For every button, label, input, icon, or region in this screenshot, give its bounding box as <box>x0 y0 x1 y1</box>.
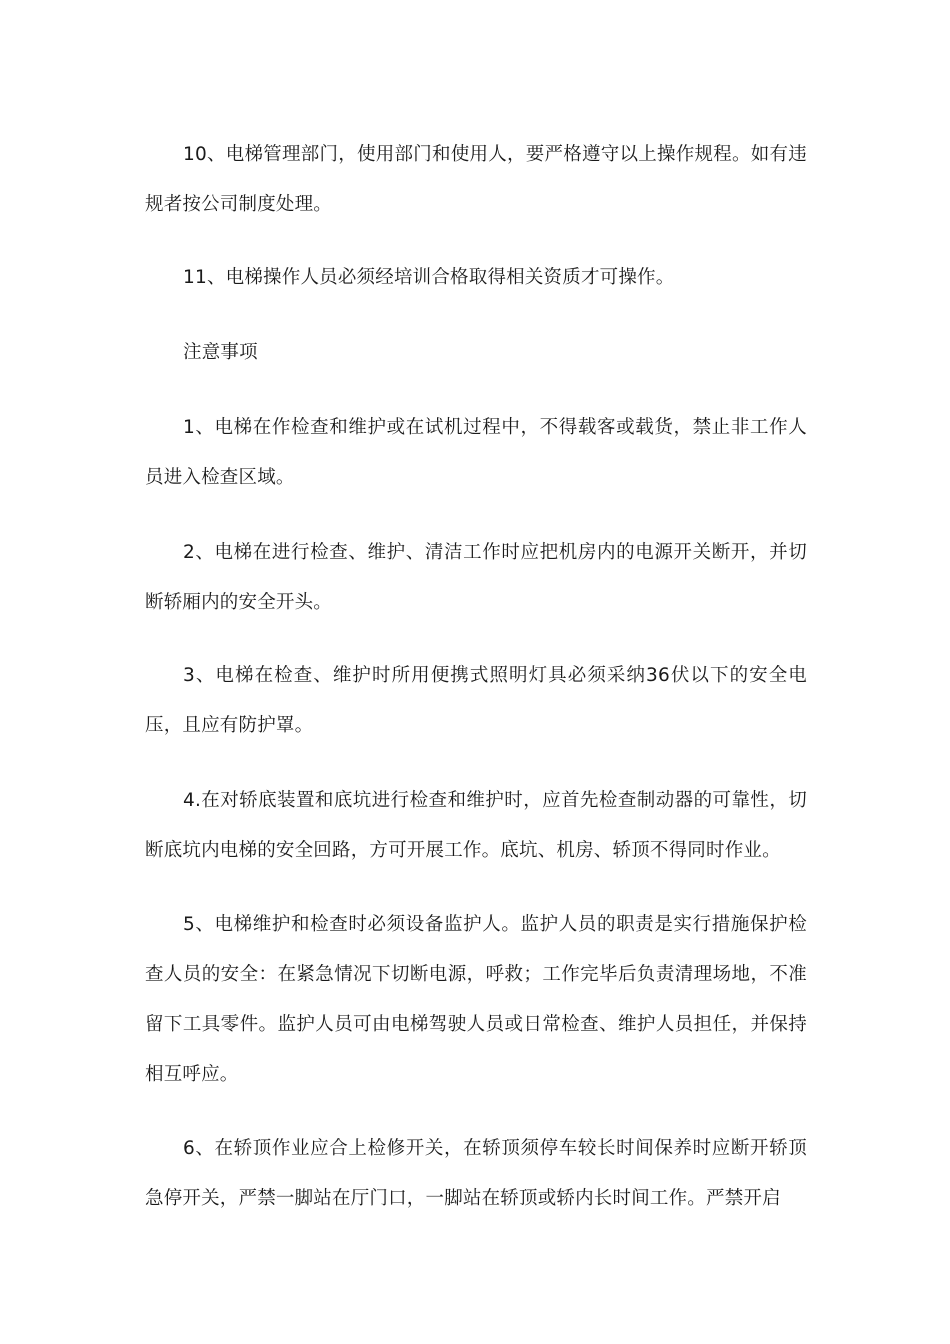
paragraph-note-5: 5、电梯维护和检查时必须设备监护人。监护人员的职责是实行措施保护检查人员的安全：在紧急情况下切断电源，呼救；工作完毕后负责清理场地，不准留下工具零件。监护人员可由电梯驾驶人员或日常检查、维护人员担任，并保持相互呼应。 <box>145 914 807 1085</box>
section-heading-notes: 注意事项 <box>183 342 258 363</box>
paragraph-note-1: 1、电梯在作检查和维护或在试机过程中，不得载客或载货，禁止非工作人员进入检查区域。 <box>145 417 807 488</box>
paragraph-11: 11、电梯操作人员必须经培训合格取得相关资质才可操作。 <box>183 267 675 288</box>
paragraph-note-6: 6、在轿顶作业应合上检修开关，在轿顶须停车较长时间保养时应断开轿顶急停开关，严禁一脚站在厅门口，一脚站在轿顶或轿内长时间工作。严禁开启 <box>145 1138 807 1209</box>
paragraph-note-4: 4.在对轿底装置和底坑进行检查和维护时，应首先检查制动器的可靠性，切断底坑内电梯的安全回路，方可开展工作。底坑、机房、轿顶不得同时作业。 <box>145 790 807 861</box>
paragraph-10: 10、电梯管理部门，使用部门和使用人，要严格遵守以上操作规程。如有违规者按公司制度处理。 <box>145 144 807 215</box>
paragraph-note-2: 2、电梯在进行检查、维护、清洁工作时应把机房内的电源开关断开，并切断轿厢内的安全开头。 <box>145 542 807 613</box>
paragraph-note-3: 3、电梯在检查、维护时所用便携式照明灯具必须采纳36伏以下的安全电压，且应有防护罩。 <box>145 665 807 736</box>
